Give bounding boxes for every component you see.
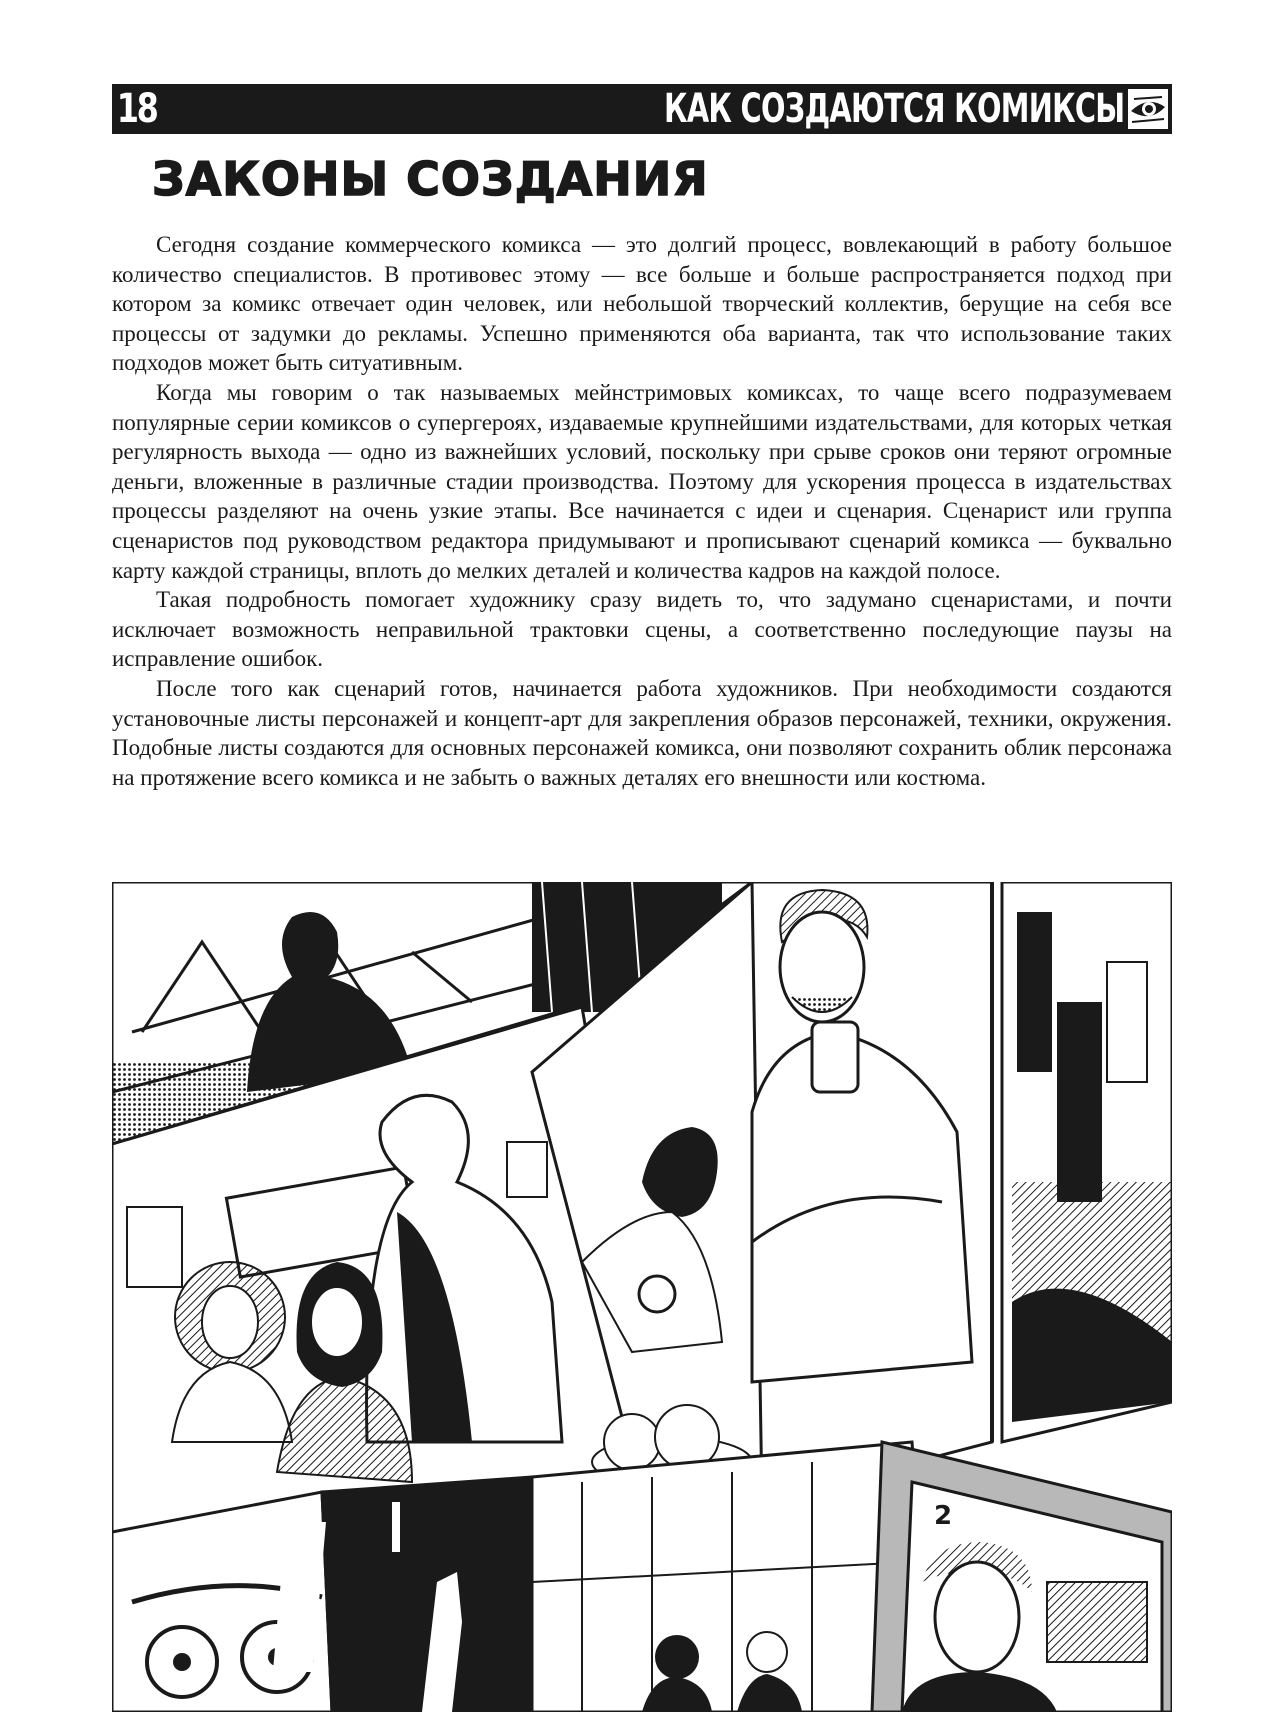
section-title: КАК СОЗДАЮТСЯ КОМИКСЫ	[663, 86, 1124, 132]
comic-collage-illustration	[112, 882, 1172, 1712]
page-number: 18	[116, 86, 157, 132]
panel-man-with-cup	[752, 882, 992, 1502]
paragraph: Такая подробность помогает художнику сразу видеть то, что задумано сценаристами, и почти исключает возможность неправильной трактовки сцены, а соответственно последующие паузы на исправление ошибок.	[112, 587, 1172, 672]
paragraph: После того как сценарий готов, начинается работа художников. При необходимости создаются установочные листы персонажей и концепт-арт для закрепления образов персонажей, техники, окружения. Подобные листы создаются для основных персонажей комикса, они позволяют сохранить облик персонажа на протяжение всего комикса и не забыть о важных деталях его внешности или костюма.	[112, 675, 1172, 790]
panel-number-label: 2	[934, 1501, 953, 1531]
paragraph: Когда мы говорим о так называемых мейнстримовых комиксах, то чаще всего подразумеваем популярные серии комиксов о супергероях, издаваемые крупнейшими издательствами, для которых четкая регулярность выхода — одно из важнейших условий, поскольку при срыве сроков они теряют огромные деньги, вложенные в различные стадии производства. Поэтому для ускорения процесса в издательствах процессы разделяют на очень узкие этапы. Все начинается с идеи и сценария. Сценарист или группа сценаристов под руководством редактора придумывают и прописывают сценарий комикса — буквально карту каждой страницы, вплоть до мелких деталей и количества кадров на каждой полосе.	[112, 379, 1172, 583]
eye-logo-icon	[1128, 89, 1168, 129]
paragraph: Сегодня создание коммерческого комикса — это долгий процесс, вовлекающий в работу большое количество специалистов. В противовес этому — все больше и больше распространяется подход при котором за комикс отвечает один человек, или небольшой творческий коллектив, берущие на себя все процессы от задумки до рекламы. Успешно применяются оба варианта, так что использование таких подходов может быть ситуативным.	[112, 232, 1172, 376]
panel-grey-haired-man	[872, 1442, 1172, 1712]
page-heading: ЗАКОНЫ СОЗДАНИЯ	[152, 152, 709, 206]
header-right	[485, 84, 1172, 134]
body-text	[112, 230, 1172, 792]
panel-city	[1002, 882, 1172, 1442]
running-header	[112, 84, 1172, 134]
